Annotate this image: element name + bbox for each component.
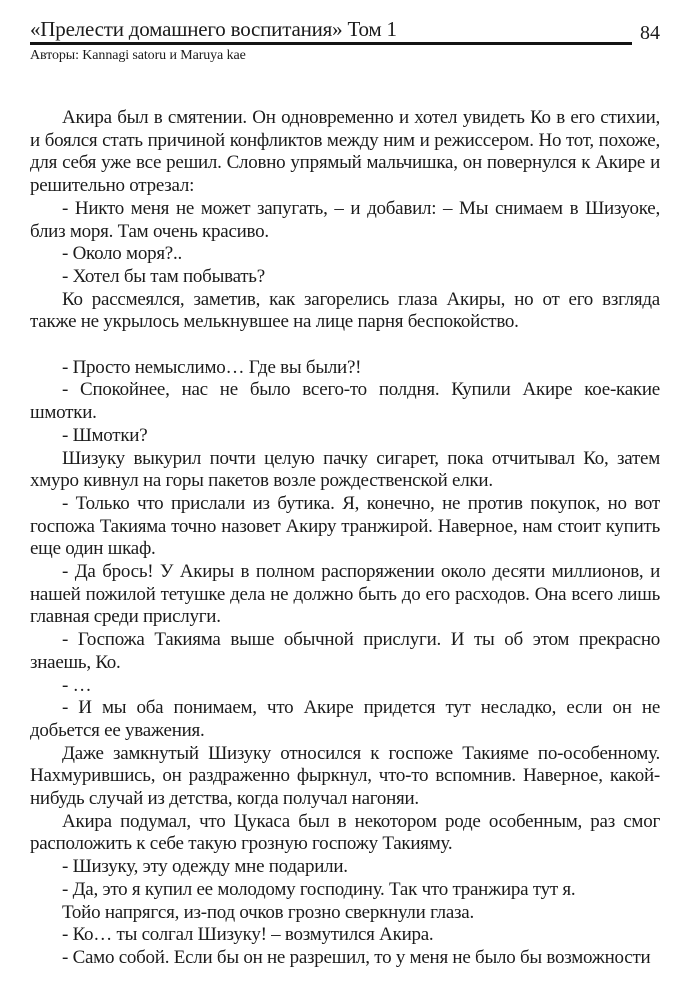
paragraph: - … — [62, 674, 92, 696]
paragraph: Тойо напрягся, из-под очков грозно сверкнули глаза. — [62, 901, 474, 923]
paragraph: - Спокойнее, нас не было всего-то полдня. Купили Акире кое-какие шмотки. — [30, 379, 660, 424]
paragraph-spacer — [30, 334, 660, 357]
paragraph: - Только что прислали из бутика. Я, конечно, не против покупок, но вот госпожа Такияма точно назовет Акиру транжирой. Наверное, нам стоит купить еще один шкаф. — [30, 492, 660, 560]
paragraph: - Просто немыслимо… Где вы были?! — [62, 356, 362, 378]
paragraph: Акира подумал, что Цукаса был в некотором роде особенным, раз смог расположить к себе такую грозную госпожу Такияму. — [30, 810, 660, 855]
authors-line: Авторы: Kannagi satoru и Maruya kae — [30, 48, 246, 63]
paragraph: Ко рассмеялся, заметив, как загорелись глаза Акиры, но от его взгляда также не укрылось мелькнувшее на лице парня беспокойство. — [30, 288, 660, 333]
paragraph: - Около моря?.. — [62, 243, 182, 265]
paragraph: Акира был в смятении. Он одновременно и хотел увидеть Ко в его стихии, и боялся стать причиной конфликтов между ним и режиссером. Но тот, похоже, для себя уже все решил. Словно упрямый мальчишка, он повернулся к Акире и решительно отрезал: — [30, 107, 660, 197]
paragraph: - И мы оба понимаем, что Акире придется тут несладко, если он не добьется ее уважения. — [30, 697, 660, 741]
paragraph: Даже замкнутый Шизуку относился к госпоже Такияме по-особенному. Нахмурившись, он раздраженно фыркнул, что-то вспомнив. Наверное, какой-нибудь случай из детства, когда получал нагоняи. — [30, 742, 660, 810]
paragraph: - Шизуку, эту одежду мне подарили. — [62, 856, 348, 878]
paragraph: - Хотел бы там побывать? — [62, 265, 265, 287]
paragraph: - Да, это я купил ее молодому господину. Так что транжира тут я. — [62, 878, 576, 900]
title-underline-rule — [30, 18, 632, 45]
paragraph: - Шмотки? — [62, 424, 148, 446]
page-body — [30, 107, 660, 970]
paragraph: - Само собой. Если бы он не разрешил, то у меня не было бы возможности — [62, 947, 651, 968]
book-title: «Прелести домашнего воспитания» Том 1 — [30, 18, 397, 41]
paragraph: Шизуку выкурил почти целую пачку сигарет, пока отчитывал Ко, затем хмуро кивнул на горы пакетов возле рождественской елки. — [30, 447, 660, 492]
paragraph: - Ко… ты солгал Шизуку! – возмутился Акира. — [62, 924, 434, 946]
page-number: 84 — [640, 22, 660, 44]
paragraph: - Госпожа Такияма выше обычной прислуги. И ты об этом прекрасно знаешь, Ко. — [30, 629, 660, 673]
paragraph: - Никто меня не может запугать, – и добавил: – Мы снимаем в Шизуоке, близ моря. Там очень красиво. — [30, 197, 660, 242]
header-title-row — [30, 18, 660, 45]
paragraph: - Да брось! У Акиры в полном распоряжении около десяти миллионов, и нашей пожилой тетушке дела не должно быть до его расходов. Она всего лишь главная среди прислуги. — [30, 561, 660, 628]
page-header — [30, 18, 660, 64]
